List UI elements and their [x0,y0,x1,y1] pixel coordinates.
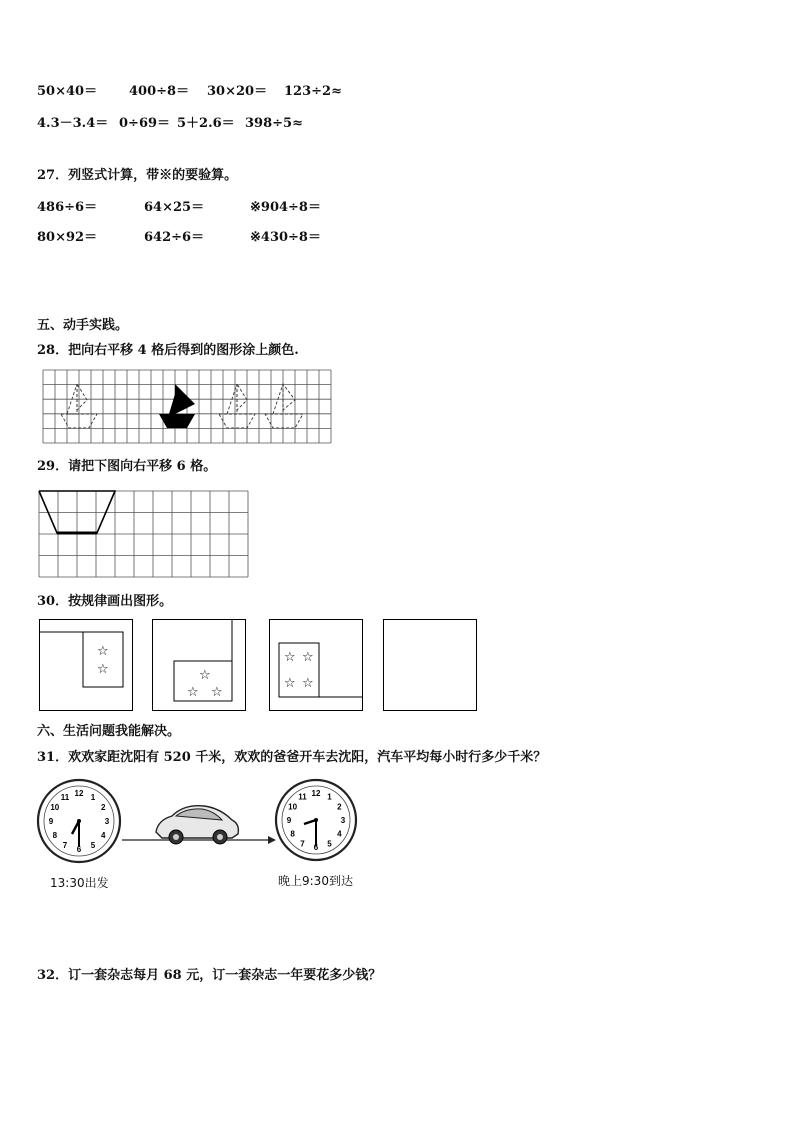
clock-number: 1 [90,792,96,802]
clock-number: 3 [340,816,346,825]
q30-title: 30．按规律画出图形。 [37,594,173,609]
q28-black-hull [159,414,195,428]
clock-number: 12 [74,789,84,798]
oral-calc-3: 30×20＝ [207,84,268,99]
q27-item-3: ※904÷8＝ [250,200,321,215]
clock-number: 7 [300,839,305,849]
clock-number: 8 [52,831,58,840]
q32-title: 32．订一套杂志每月 68 元，订一套杂志一年要花多少钱？ [37,968,382,983]
q31-title: 31．欢欢家距沈阳有 520 千米，欢欢的爸爸开车去沈阳，汽车平均每小时行多少千米？ [37,750,547,765]
q28-dashed-boat-1-flag [77,384,87,410]
clock-number: 5 [327,839,332,849]
q30-box2-star-1: ☆ [199,668,211,683]
q27-item-1: 486÷6＝ [37,200,98,215]
clock-number: 9 [48,817,54,826]
q28-dashed-boat-2-flag [237,384,247,410]
oral-calc-5: 4.3－3.4＝ [37,116,109,131]
q29-grid [39,491,249,579]
start-clock-icon [38,780,120,862]
q27-item-2: 64×25＝ [144,200,205,215]
q30-box1-star-1: ☆ [97,644,109,659]
q28-black-sail-left [169,394,175,414]
clock-number: 7 [62,841,68,851]
q28-dashed-boat-3-flag [283,384,295,410]
clock-number: 4 [100,831,106,840]
q30-box-1 [39,619,133,711]
q30-box3-star-2: ☆ [302,650,314,665]
oral-calc-1: 50×40＝ [37,84,98,99]
clock-number: 10 [288,802,298,812]
q30-box3-star-3: ☆ [284,676,296,691]
q27-item-4: 80×92＝ [37,230,98,245]
oral-calc-2: 400÷8＝ [129,84,190,99]
oral-calc-6: 0÷69＝ [119,116,171,131]
q30-box1-star-2: ☆ [97,662,109,677]
clock-number: 1 [327,792,332,802]
q31-end-label: 晚上9:30到达 [278,874,353,888]
clock-number: 10 [50,803,60,812]
clock-number: 5 [90,841,96,851]
q27-item-6: ※430÷8＝ [250,230,321,245]
q29-title: 29．请把下图向右平移 6 格。 [37,459,217,474]
oral-calc-8: 398÷5≈ [245,116,303,131]
q27-title: 27．列竖式计算，带※的要验算。 [37,168,238,183]
clock-number: 6 [76,845,82,854]
q30-box2-star-3: ☆ [211,685,223,700]
q31-diagram [36,778,366,868]
q30-box3-star-1: ☆ [284,650,296,665]
clock-number: 2 [337,802,342,812]
q30-box-2 [152,619,246,711]
section6-title: 六、生活问题我能解决。 [37,724,181,739]
q30-box-3 [269,619,363,711]
oral-calc-7: 5＋2.6＝ [177,116,235,131]
clock-number: 2 [100,803,106,812]
clock-number: 6 [313,843,319,852]
end-clock-icon [276,780,356,860]
clock-number: 9 [286,816,292,825]
car-icon [156,806,238,844]
clock-number: 12 [311,789,321,798]
section5-title: 五、动手实践。 [37,318,129,333]
clock-number: 8 [290,829,295,839]
clock-number: 11 [60,792,70,802]
q30-box3-star-4: ☆ [302,676,314,691]
q27-item-5: 642÷6＝ [144,230,205,245]
clock-number: 3 [104,817,110,826]
clock-number: 11 [298,792,307,802]
q31-start-label: 13:30出发 [50,876,109,890]
q30-box-4-empty [383,619,477,711]
q28-grid [43,370,333,444]
q30-box2-star-2: ☆ [187,685,199,700]
q28-title: 28．把向右平移 4 格后得到的图形涂上颜色. [37,343,299,358]
q28-dashed-boat-2-hull [219,414,255,428]
oral-calc-4: 123÷2≈ [284,84,342,99]
clock-number: 4 [337,829,342,839]
